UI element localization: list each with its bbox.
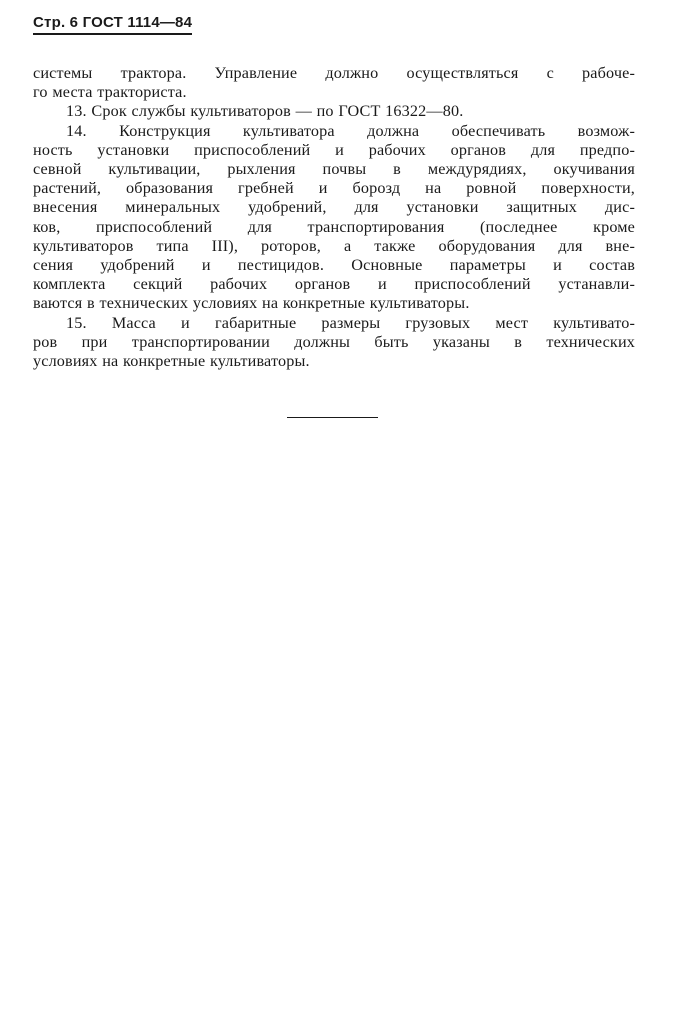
text-line: ность установки приспособлений и рабочих органов для предпо- [33, 140, 635, 159]
end-of-text-rule [287, 417, 378, 418]
paragraph-13-line: 13. Срок службы культиваторов — по ГОСТ 16322—80. [66, 102, 464, 121]
text-line: комплекта секций рабочих органов и приспособлений устанавли- [33, 275, 635, 294]
text-line: ков, приспособлений для транспортирования (последнее кроме [33, 217, 635, 236]
text-line: го места тракториста. [33, 83, 187, 102]
text-line: внесения минеральных удобрений, для установки защитных дис- [33, 198, 635, 217]
page-header: Стр. 6 ГОСТ 1114—84 [33, 14, 192, 35]
text-line: условиях на конкретные культиваторы. [33, 352, 310, 371]
text-line: системы трактора. Управление должно осуществляться с рабоче- [33, 64, 635, 82]
text-line: растений, образования гребней и борозд на ровной поверхности, [33, 179, 635, 198]
text-line: ваются в технических условиях на конкретные культиваторы. [33, 294, 470, 313]
text-line: ров при транспортировании должны быть указаны в технических [33, 332, 635, 351]
paragraph-14-line: 14. Конструкция культиватора должна обеспечивать возмож- [66, 121, 635, 140]
paragraph-15-line: 15. Масса и габаритные размеры грузовых мест культивато- [66, 313, 635, 332]
text-line: культиваторов типа III), роторов, а также оборудования для вне- [33, 236, 635, 255]
document-body [33, 64, 635, 371]
text-line: севной культивации, рыхления почвы в междурядиях, окучивания [33, 160, 635, 179]
text-line: сения удобрений и пестицидов. Основные параметры и состав [33, 256, 635, 275]
